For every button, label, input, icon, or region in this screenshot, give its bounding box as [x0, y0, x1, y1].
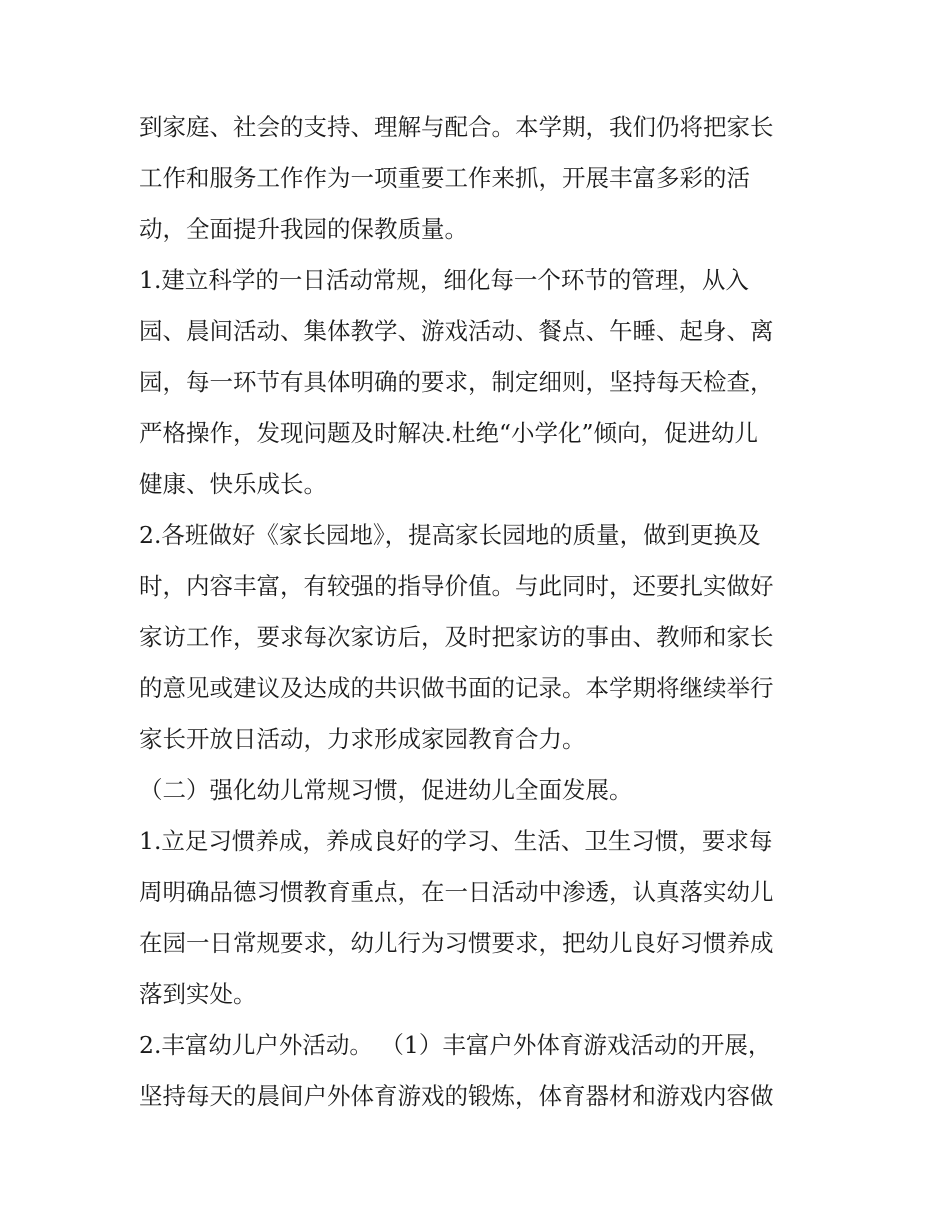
text-line: 1.立足习惯养成，养成良好的学习、生活、卫生习惯，要求每	[139, 827, 773, 855]
text-line: 的意见或建议及达成的共识做书面的记录。本学期将继续举行	[139, 674, 774, 702]
text-line: 坚持每天的晨间户外体育游戏的锻炼，体育器材和游戏内容做	[139, 1082, 774, 1110]
text-line: 时，内容丰富，有较强的指导价值。与此同时，还要扎实做好	[139, 572, 774, 600]
text-line: 家长开放日活动，力求形成家园教育合力。	[139, 725, 586, 753]
text-line: 园、晨间活动、集体教学、游戏活动、餐点、午睡、起身、离	[139, 317, 774, 345]
text-line: 动，全面提升我园的保教质量。	[139, 215, 468, 243]
text-line: 2.各班做好《家长园地》，提高家长园地的质量，做到更换及	[139, 521, 761, 549]
text-line: 在园一日常规要求，幼儿行为习惯要求，把幼儿良好习惯养成	[139, 929, 774, 957]
text-line: 严格操作，发现问题及时解决.杜绝“小学化”倾向，促进幼儿	[139, 419, 758, 447]
text-line: 园，每一环节有具体明确的要求，制定细则，坚持每天检查，	[139, 368, 774, 396]
text-line: 周明确品德习惯教育重点，在一日活动中渗透，认真落实幼儿	[139, 878, 774, 906]
text-line: 1.建立科学的一日活动常规，细化每一个环节的管理，从入	[139, 266, 749, 294]
document-body	[139, 102, 819, 1122]
text-line: 落到实处。	[139, 980, 257, 1008]
section-heading: （二）强化幼儿常规习惯，促进幼儿全面发展。	[139, 776, 633, 804]
text-line: 到家庭、社会的支持、理解与配合。本学期，我们仍将把家长	[139, 113, 774, 141]
text-line: 家访工作，要求每次家访后，及时把家访的事由、教师和家长	[139, 623, 774, 651]
text-line: 2.丰富幼儿户外活动。 （1）丰富户外体育游戏活动的开展，	[139, 1031, 772, 1059]
text-line: 健康、快乐成长。	[139, 470, 327, 498]
text-line: 工作和服务工作作为一项重要工作来抓，开展丰富多彩的活	[139, 164, 750, 192]
